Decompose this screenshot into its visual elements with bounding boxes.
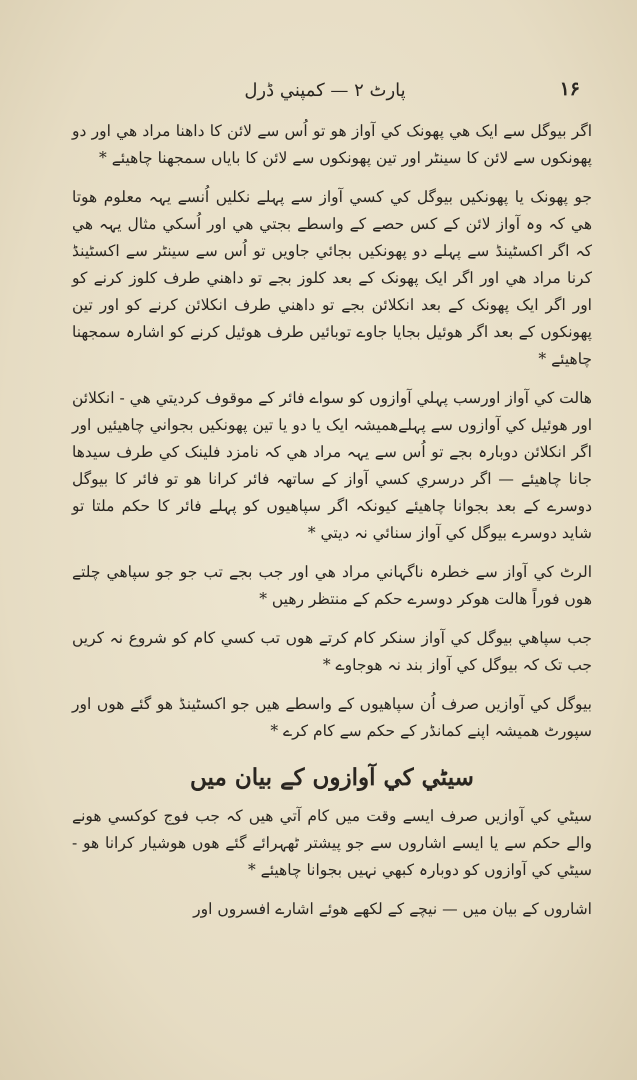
page-header [70, 78, 580, 108]
paragraph-2: جو پھونک یا پھونکیں بیوگل کي کسي آواز سے پہلے نکلیں اُنسے یہہ معلوم هوتا هي کہ وہ آواز لائن کے کس حصے کے واسطے بجتي هي اور اُسکي مثال یہہ هي کہ اگر اکسٹینڈ سے پہلے دو پھونکیں بجائي جاویں تو اُس سے سینٹر سے اکسٹینڈ کرنا مراد هي اور اگر ایک پھونک کے بعد کلوز بجے تو داهني طرف کلوز کرنے کو اور اگر ایک پھونک کے بعد انکلائن بجے تو داهني طرف انکلائن کرنے کو اور تین پھونکوں کے بعد اگر هوئیل بجایا جاوے توبائیں طرف هوئیل کرنے کو اشارہ سمجھنا چاهیئے * [72, 188, 592, 368]
page-number: ۱۶ [559, 78, 580, 100]
running-title: پارٹ ۲ — کمپني ڈرل [244, 80, 406, 101]
section-paragraph-2: اشاروں کے بیان میں — نیچے کے لکھے هوئے اشارے افسروں اور [193, 900, 592, 918]
section-heading: سیٹي کي آوازوں کے بیان میں [190, 764, 474, 791]
section-paragraph-1: سیٹي کي آوازیں صرف ایسے وقت میں کام آتي هیں کہ جب فوج کوکسي هونے والے حکم سے یا ایسے اشاروں سے جو پیشتر ٹھہرائے گئے هوں هوشیار کرانا هو - سیٹي کي آوازوں کو دوبارہ کبھي نہیں بجوانا چاهیئے * [72, 807, 592, 879]
body-text [72, 118, 592, 935]
paragraph-4: الرٹ کي آواز سے خطرہ ناگہاني مراد هي اور جب بجے تب جو جو سپاهي چلتے هوں فوراً هالت هوکر دوسرے حکم کے منتظر رهیں * [72, 563, 592, 608]
paragraph-6: بیوگل کي آوازیں صرف اُن سپاهیوں کے واسطے هیں جو اکسٹینڈ هو گئے هوں اور سپورٹ همیشہ اپنے کمانڈر کے حکم سے کام کرے * [72, 695, 592, 740]
paragraph-3: هالت کي آواز اورسب پہلي آوازوں کو سواے فائر کے موقوف کردیتي هي - انکلائن اور هوئیل کي آوازوں سے پہلےهمیشہ ایک یا دو یا تین پھونکیں بجواني چاهیئیں اور اگر انکلائن دوبارہ بجے تو اُس سے یہہ مراد هي کہ نامزد فلینک کي طرف سیدها جانا چاهیئے — اگر درسري کسي آواز کے ساتھہ فائر کرانا هو تو فائر کا بیوگل دوسرے کے بعد بجوانا چاهیئے کیونکہ اگر سپاهیوں کو پہلے فائر کا حکم ملتا تو شاید دوسرے بیوگل کي آواز سنائي نہ دیتي * [72, 389, 592, 542]
paragraph-5: جب سپاهي بیوگل کي آواز سنکر کام کرتے هوں تب کسي کام کو شروع نہ کریں جب تک کہ بیوگل کي آواز بند نہ هوجاوے * [72, 629, 592, 674]
paragraph-1: اگر بیوگل سے ایک هي پھونک کي آواز هو تو اُس سے لائن کا داهنا مراد هي اور دو پھونکوں سے لائن کا سینٹر اور تین پھونکوں سے لائن کا بایاں سمجھنا چاهیئے * [72, 122, 592, 167]
